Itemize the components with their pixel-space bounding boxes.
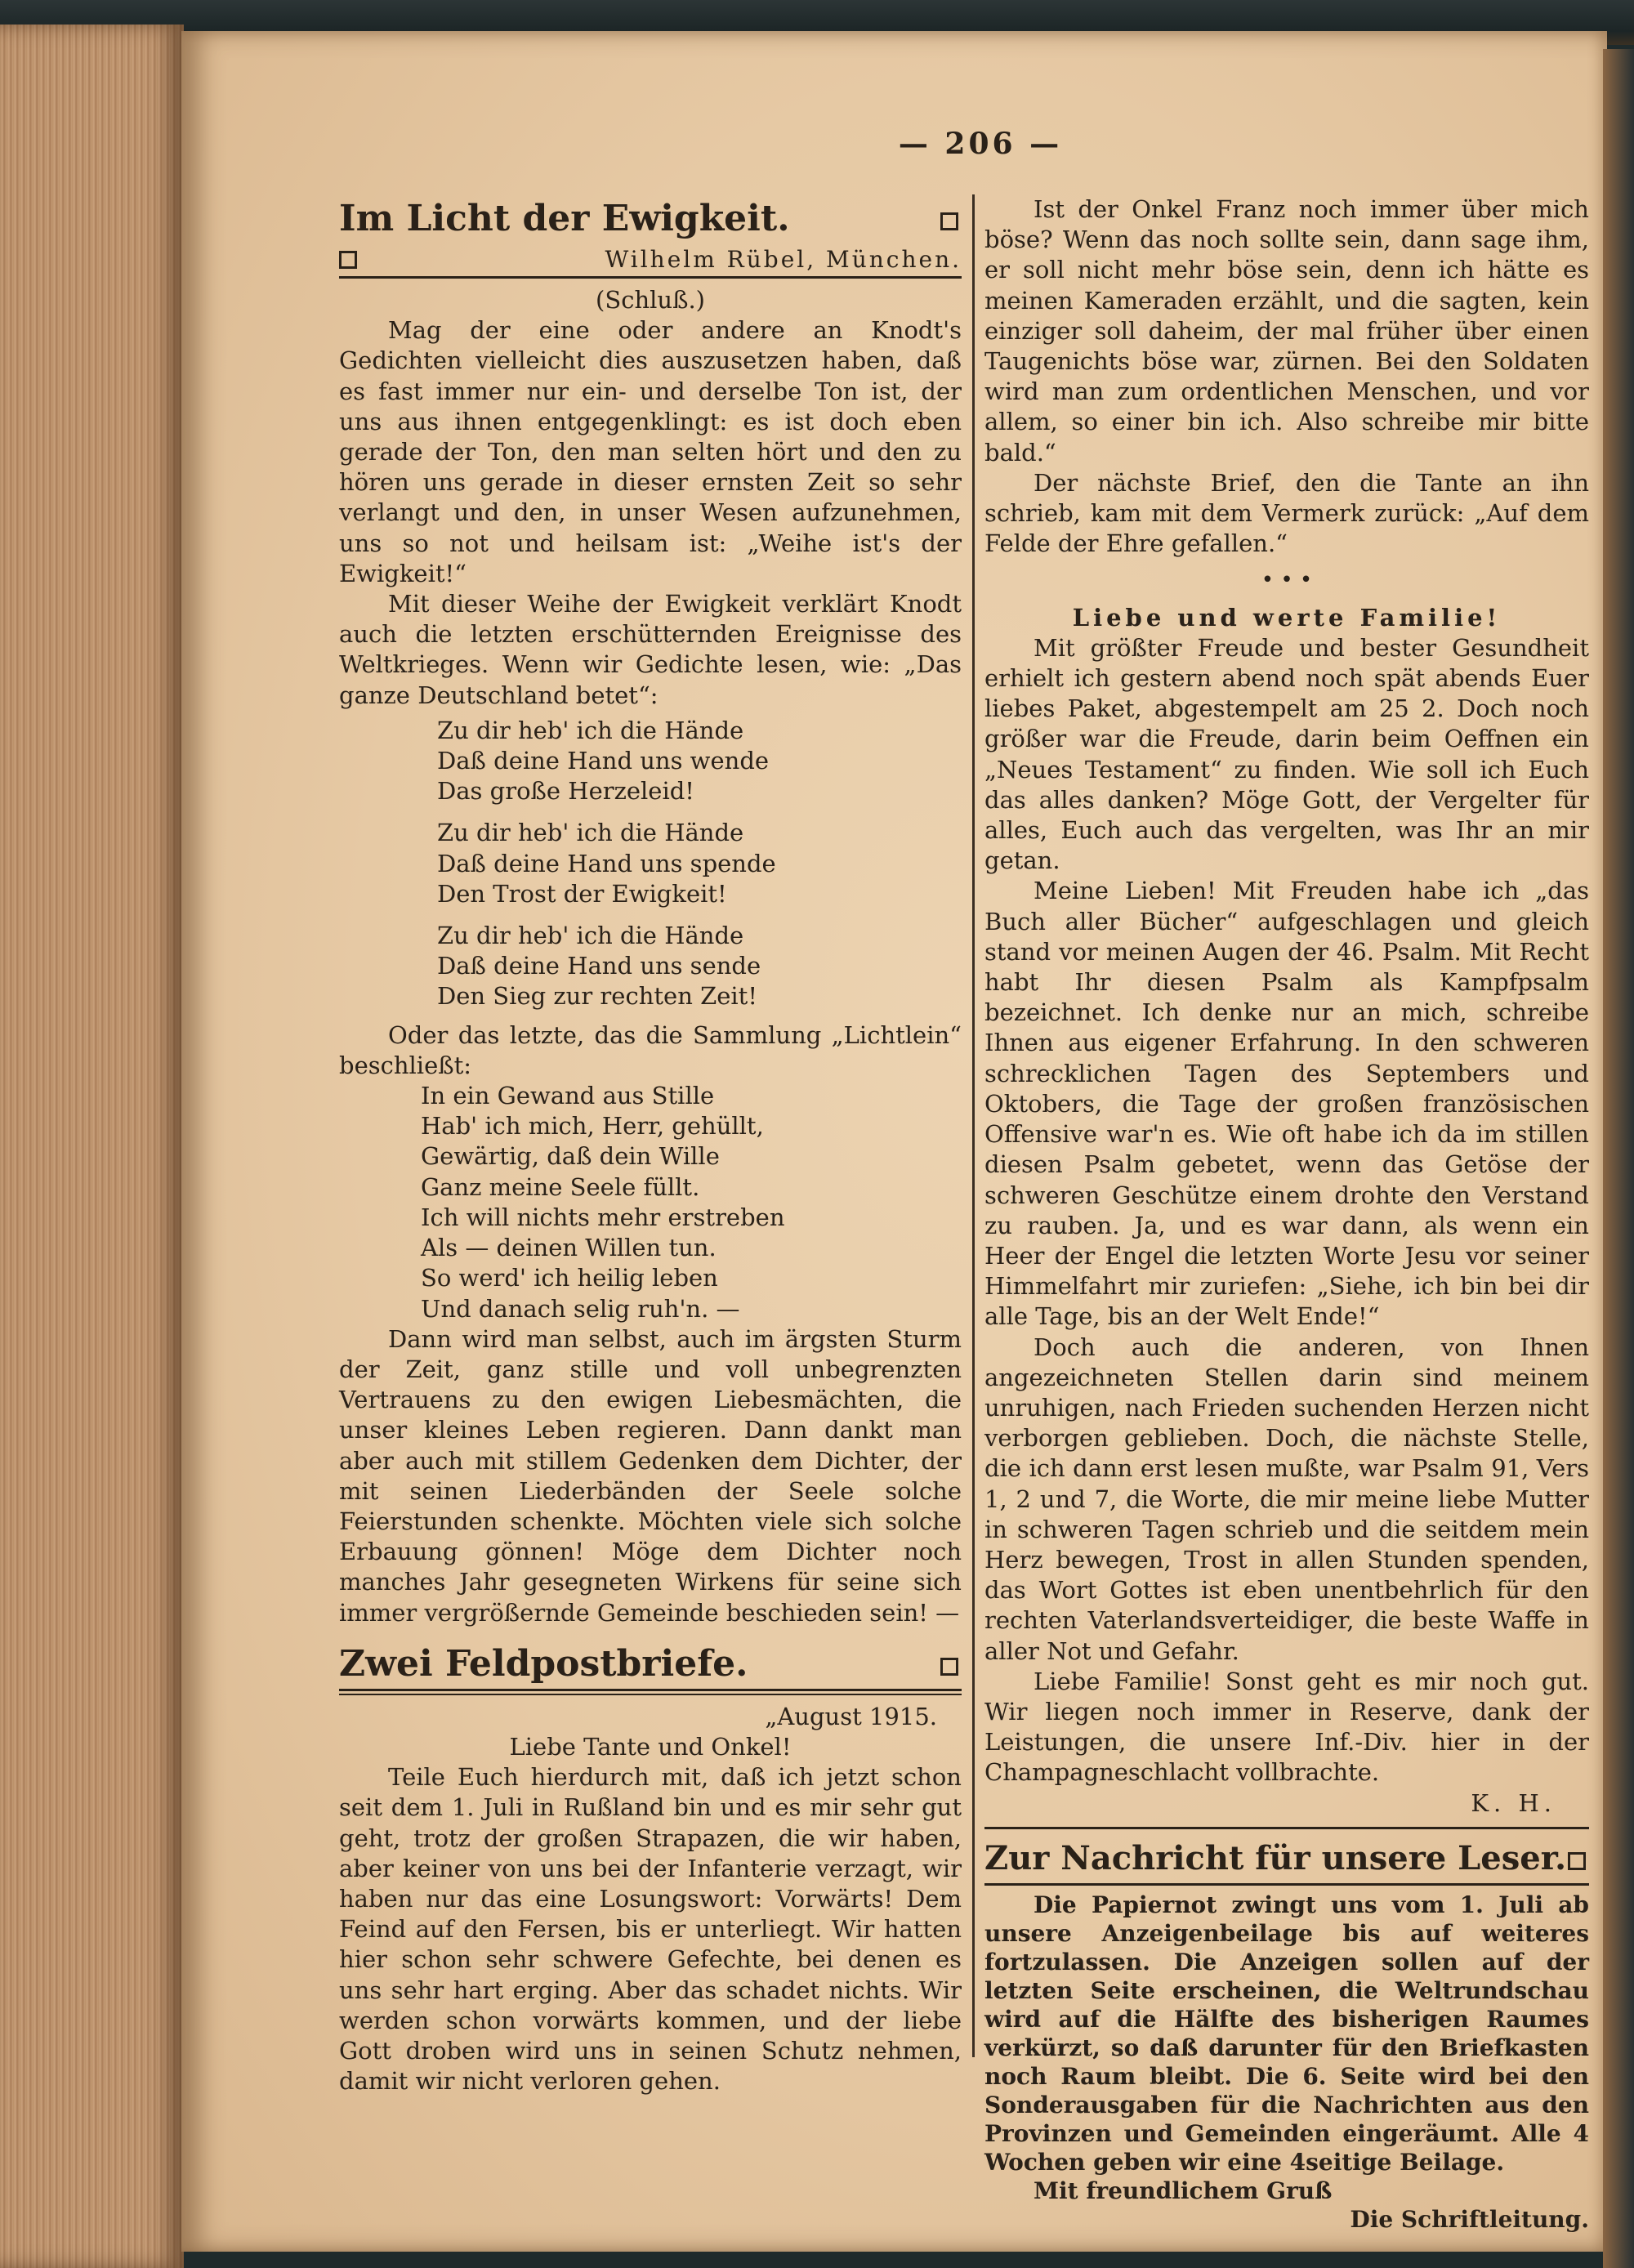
page-number: — 206 — <box>898 127 1063 161</box>
paragraph: Dann wird man selbst, auch im ärgsten Sturm der Zeit, ganz stille und voll unbegrenzten Vertrauens zu den ewigen Liebesmächten, die unser kleines Leben regieren. Dann dankt man aber auch mit stillem Gedenken dem Dichter, der mit seinen Liederbänden der Seele solche Feierstunden schenkte. Möchten viele sich solche Erbauung gönnen! Möge dem Dichter noch manches Jahr gesegneten Wirkens für seine sich immer vergrößernde Gemeinde beschieden sein! — <box>339 1324 962 1627</box>
verse-line: Ganz meine Seele füllt. <box>421 1172 700 1201</box>
letter-date: „August 1915. <box>765 1702 937 1730</box>
verse-line: Zu dir heb' ich die Hände <box>437 819 744 847</box>
letter-salutation: Liebe Tante und Onkel! <box>509 1732 792 1761</box>
square-ornament-icon <box>940 212 958 230</box>
poem-stanzas <box>339 716 962 1012</box>
square-ornament-icon <box>940 1658 958 1676</box>
verse-line: Ich will nichts mehr erstreben <box>421 1203 785 1231</box>
letter-paragraph: Mit größter Freude und bester Gesundheit erhielt ich gestern abend noch spät abends Euer liebes Paket, abgestempelt am 25 2. Doch noch größer war die Freude, darin beim Oeffnen ein „Neues Testament“ zu finden. Wie soll ich Euch das alles danken? Möge Gott, der Vergelter für alles, Euch auch das vergelten, was Ihr an mir getan. <box>984 633 1589 875</box>
letter-paragraph: Meine Lieben! Mit Freuden habe ich „das Buch aller Bücher“ aufgeschlagen und gleich stand vor meinen Augen der 46. Psalm. Mit Recht habt Ihr diesen Psalm als Kampfpsalm bezeichnet. Ich denke nur an mich, schreibe Ihnen aus eigener Erfahrung. In den schweren schrecklichen Tagen des Septembers und Oktobers, die Tage der großen französischen Offensive war'n es. Wie oft habe ich da im stillen diesen Psalm gebetet, wenn das Getöse der schweren Geschütze einem drohte den Verstand zu rauben. Ja, und es war dann, als wenn ein Heer der Engel die letzten Worte Jesu vor seiner Himmelfahrt mir zuriefen: „Siehe, ich bin bei dir alle Tage, bis an der Welt Ende!“ <box>984 877 1589 1331</box>
letters-title-block <box>339 1640 962 1691</box>
letter-paragraph: Ist der Onkel Franz noch immer über mich böse? Wenn das noch sollte sein, dann sage ihm, er soll nicht mehr böse sein, denn ich hätte es meinen Kameraden erzählt, und die sagten, kein einziger soll daheim, der mal früher über einen Taugenichts böse war, zürnen. Bei den Soldaten wird man zum ordentlichen Menschen, und vor allem, so einer bin ich. Also schreibe mir bitte bald.“ <box>984 195 1589 467</box>
letter-paragraph: Teile Euch hierdurch mit, daß ich jetzt schon seit dem 1. Juli in Rußland bin und es mir sehr gut geht, trotz der großen Strapazen, die wir haben, aber keiner von uns bei der Infanterie verzagt, wir haben nur das eine Losungswort: Vorwärts! Dem Feind auf den Fersen, bis er unterliegt. Wir hatten hier schon sehr schwere Gefechte, bei denen es uns sehr hart erging. Aber das schadet nichts. Wir werden schon vorwärts kommen, und der liebe Gott droben wird uns in seinen Schutz nehmen, damit wir nicht verloren gehen. <box>339 1763 962 2096</box>
right-column <box>984 194 1589 2234</box>
square-ornament-icon <box>1568 1852 1586 1870</box>
section-separator: • • • <box>1261 568 1313 593</box>
notice-closing: Mit freundlichem Gruß <box>1034 2176 1333 2204</box>
section-rule <box>984 1827 1589 1829</box>
letter-salutation: Liebe und werte Familie! <box>1072 603 1502 632</box>
verse-line: Gewärtig, daß dein Wille <box>421 1142 720 1171</box>
letter-paragraph: Doch auch die anderen, von Ihnen angezeichneten Stellen darin sind meinem unruhigen, nach Frieden suchenden Herzen nicht verborgen geblieben. Doch, die nächste Stelle, die ich dann erst lesen mußte, war Psalm 91, Vers 1, 2 und 7, die Worte, die mir meine liebe Mutter in schweren Tagen schrieb und die seitdem mein Herz bewegen, Trost in allen Stunden spenden, das Wort Gottes ist eben unentbehrlich für den rechten Vaterlandsverteidiger, die beste Waffe in aller Not und Gefahr. <box>984 1333 1589 1665</box>
verse-line: Hab' ich mich, Herr, gehüllt, <box>421 1112 764 1141</box>
letter-paragraph: Der nächste Brief, den die Tante an ihn schrieb, kam mit dem Vermerk zurück: „Auf dem Felde der Ehre gefallen.“ <box>984 468 1589 558</box>
author: Wilhelm Rübel, München. <box>605 246 962 273</box>
verse-line: Daß deine Hand uns sende <box>437 952 761 980</box>
verse-line: Daß deine Hand uns wende <box>437 747 770 775</box>
notice-title-block <box>984 1834 1589 1886</box>
letter-signature: K. H. <box>1471 1788 1556 1817</box>
article-title-block <box>339 194 962 243</box>
book-right-edge <box>1603 49 1634 2268</box>
verse-line: Zu dir heb' ich die Hände <box>437 716 744 744</box>
letter-paragraph: Liebe Familie! Sonst geht es mir noch gut. Wir liegen noch immer in Reserve, dank der Leistungen, die unsere Inf.-Div. hier in der Champagneschlacht vollbrachte. <box>984 1667 1589 1787</box>
verse-line: In ein Gewand aus Stille <box>421 1082 715 1110</box>
paragraph: Mag der eine oder andere an Knodt's Gedichten vielleicht dies auszusetzen haben, daß es fast immer nur ein- und derselbe Ton ist, der uns aus ihnen entgegenklingt: es ist doch eben gerade der Ton, den man selten hört und den zu hören uns gerade in dieser ernsten Zeit so sehr verlangt und den, in unser Wesen aufzunehmen, uns so not und heilsam ist: „Weihe ist's der Ewigkeit!“ <box>339 316 962 587</box>
verse-line: Als — deinen Willen tun. <box>421 1234 717 1262</box>
verse-line: Daß deine Hand uns spende <box>437 849 776 877</box>
verse-line: So werd' ich heilig leben <box>421 1264 718 1292</box>
notice-paragraph: Die Papiernot zwingt uns vom 1. Juli ab unsere Anzeigenbeilage bis auf weiteres fortzulassen. Die Anzeigen sollen auf der letzten Seite erscheinen, die Weltrundschau wird auf die Hälfte des bisherigen Raumes verkürzt, so daß darunter für den Briefkasten noch Raum bleibt. Die 6. Seite wird bei den Sonderausgaben für die Nachrichten aus den Provinzen und Gemeinden eingeräumt. Alle 4 Wochen geben wir eine 4seitige Beilage. <box>984 1891 1589 2176</box>
verse-line: Den Sieg zur rechten Zeit! <box>437 982 757 1011</box>
title-rule <box>339 1694 962 1695</box>
book-page-edges <box>0 25 184 2268</box>
verse-line: Und danach selig ruh'n. — <box>421 1294 740 1323</box>
poem <box>339 1081 962 1324</box>
letters-title: Zwei Feldpostbriefe. <box>339 1642 748 1685</box>
article-title: Im Licht der Ewigkeit. <box>339 198 790 239</box>
verse-line: Den Trost der Ewigkeit! <box>437 879 727 908</box>
paragraph: Oder das letzte, das die Sammlung „Lichtlein“ beschließt: <box>339 1020 962 1079</box>
notice-title: Zur Nachricht für unsere Leser. <box>984 1838 1567 1877</box>
notice-body-block <box>984 1891 1589 2234</box>
square-ornament-icon <box>339 251 357 269</box>
continuation-note: (Schluß.) <box>596 286 705 314</box>
left-column <box>339 194 962 2096</box>
paragraph: Mit dieser Weihe der Ewigkeit verklärt Knodt auch die letzten erschütternden Ereignisse des Weltkrieges. Wenn wir Gedichte lesen, wie: „Das ganze Deutschland betet“: <box>339 590 962 709</box>
title-rule <box>339 276 962 279</box>
author-line <box>339 243 962 276</box>
notice-signature: Die Schriftleitung. <box>1350 2205 1589 2233</box>
column-divider <box>972 194 975 2057</box>
verse-line: Zu dir heb' ich die Hände <box>437 922 744 950</box>
verse-line: Das große Herzeleid! <box>437 777 694 806</box>
